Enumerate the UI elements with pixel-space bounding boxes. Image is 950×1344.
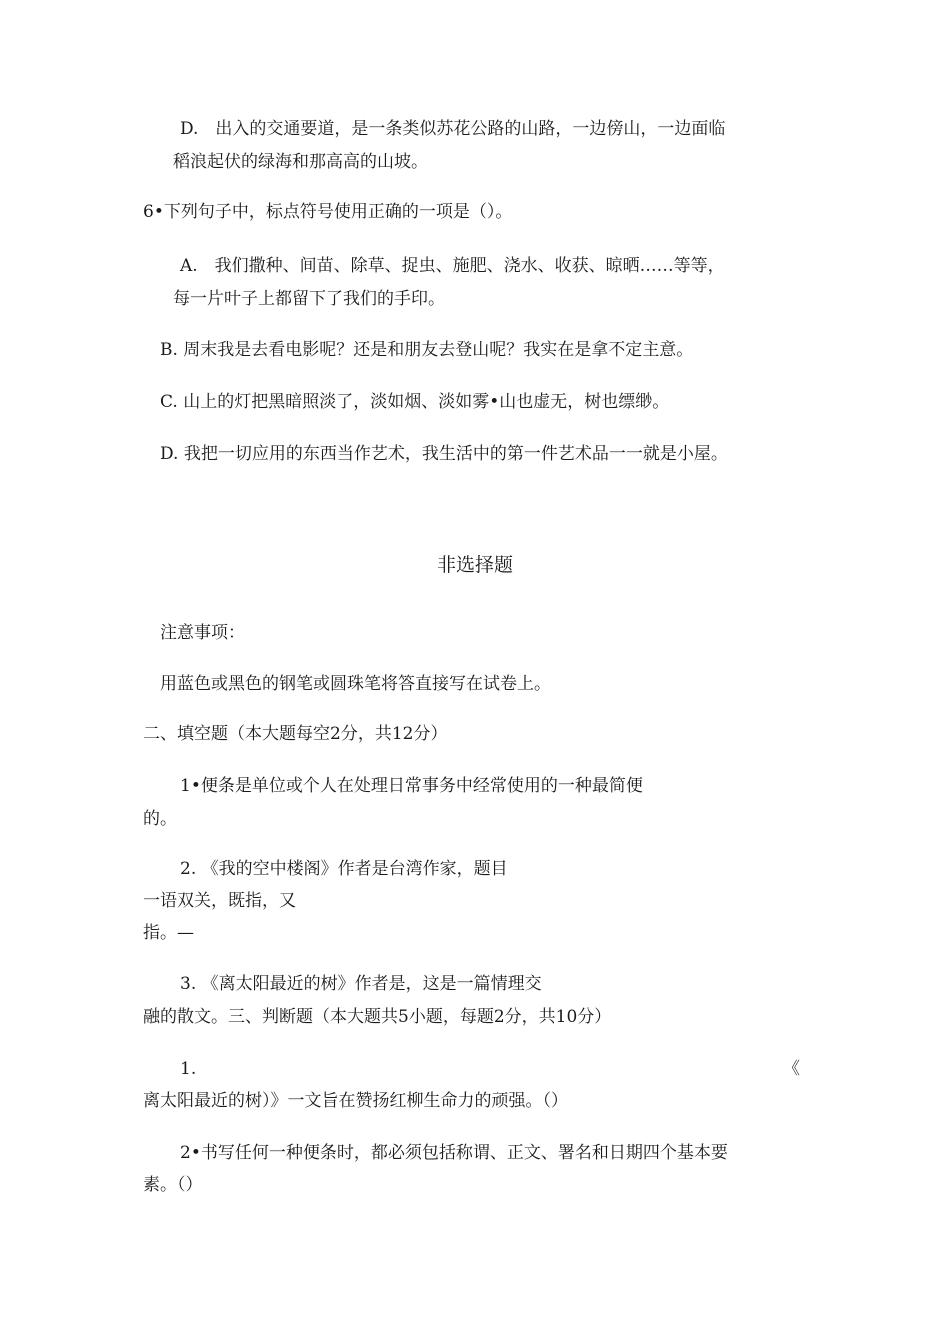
fill-q2-line2: 一语双关，既指，又 [143,891,296,911]
q6-option-d: D. 我把一切应用的东西当作艺术，我生活中的第一件艺术品一一就是小屋。 [160,444,728,464]
judge-q1-open-bracket: 《 [783,1059,800,1079]
q5-option-d-line1: D. 出入的交通要道，是一条类似苏花公路的山路，一边傍山，一边面临 [180,119,726,139]
fill-heading: 二、填空题（本大题每空2分，共12分） [143,724,448,744]
q6-stem: 6•下列句子中，标点符号使用正确的一项是（）。 [143,202,513,222]
q6-option-c: C. 山上的灯把黑暗照淡了，淡如烟、淡如雾•山也虚无，树也缥缈。 [160,392,670,412]
fill-q3-line2: 融的散文。三、判断题（本大题共5小题，每题2分，共10分） [143,1007,612,1027]
fill-q3-line1: 3. 《离太阳最近的树》作者是，这是一篇情理交 [180,974,542,994]
notice-text: 用蓝色或黑色的钢笔或圆珠笔将答直接写在试卷上。 [160,674,551,694]
fill-q1-line1: 1•便条是单位或个人在处理日常事务中经常使用的一种最简便 [180,776,643,796]
judge-q1-number: 1. [180,1059,197,1079]
q6-option-a-line1: A. 我们撒种、间苗、除草、捉虫、施肥、浇水、收获、晾晒……等等， [180,256,725,276]
q5-option-d-line2: 稻浪起伏的绿海和那高高的山坡。 [173,152,428,172]
notice-label: 注意事项： [160,623,245,643]
section-title: 非选择题 [436,554,513,576]
q6-option-b: B. 周末我是去看电影呢？还是和朋友去登山呢？我实在是拿不定主意。 [160,340,694,360]
judge-q1-line2: 离太阳最近的树）》一文旨在赞扬红柳生命力的顽强。（） [143,1091,568,1111]
judge-q2-line2: 素。（） [143,1175,203,1195]
q6-option-a-line2: 每一片叶子上都留下了我们的手印。 [173,289,445,309]
fill-q2-line3: 指。— [143,923,194,943]
judge-q2-line1: 2•书写任何一种便条时，都必须包括称谓、正文、署名和日期四个基本要 [180,1143,728,1163]
fill-q2-line1: 2. 《我的空中楼阁》作者是台湾作家，题目 [180,859,508,879]
fill-q1-line2: 的。 [143,809,177,829]
